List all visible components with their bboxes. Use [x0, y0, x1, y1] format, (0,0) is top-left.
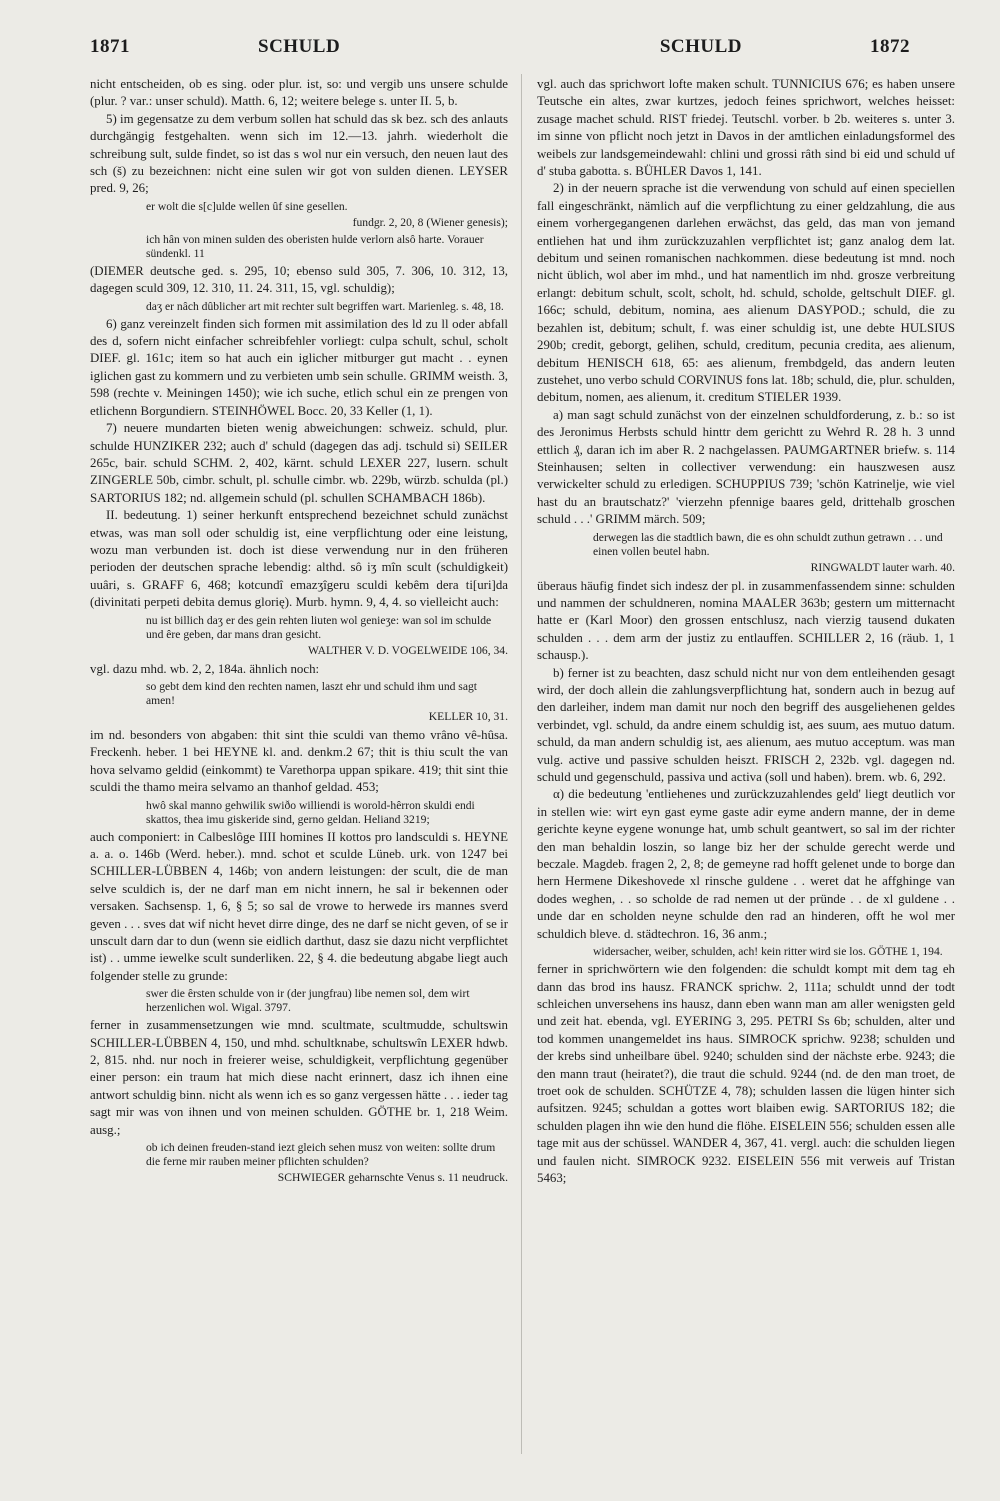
paragraph: vgl. dazu mhd. wb. 2, 2, 184a. ähnlich noch:: [90, 661, 320, 676]
paragraph: b) ferner ist zu beachten, dasz schuld nicht nur von dem entleihenden gesagt wird, der doch allein die zahlungsverpflichtung hat, sondern auch in bezug auf den darleiher, indem man damit nur noch den begriff des ausgeliehenen geldes verbindet, vgl. schuld, da andre einem schuldig ist, aes suum, aes mutuo datum. schuld, da man andern schuldig ist, aes alienum, aes mutuo acceptum. was man vulg. active und passive schulden heiszt. FRISCH 2, 232b. vgl. dagegen nd. schuld und gegenschuld, passiva und activa (soll und haben). brem. wb. 6, 292.: [537, 665, 955, 785]
citation: KELLER 10, 31.: [428, 709, 508, 723]
page-header: [90, 36, 910, 70]
quotation: hwô skal manno gehwilik swiðo williendi is worold-hêrron skuldi endi skattos, thea imu giskeride sind, gerno geldan. Heliand 3219;: [146, 798, 475, 826]
paragraph: (DIEMER deutsche ged. s. 295, 10; ebenso suld 305, 7. 306, 10. 312, 13, dagegen sculd 309, 12. 310, 11. 24. 311, 15, vgl. schuldig);: [90, 263, 508, 296]
paragraph: auch componiert: in Calbeslôge IIII homines II kottos pro landsculdi s. HEYNE a. a. o. 146b (Werd. heber.). mnd. schot et sculde Lüneb. urk. von 1247 bei SCHILLER-LÜBBEN 4, 146b; von andern leistungen: der scult, die de man selve sculdich is, der ne darf man em nicht innern, he sal ir bekennen oder versaken. Sachsensp. 1, 6, § 5; so sal de vrowe to herwede irs mannes sverd geven . . . sves dat wif nicht hevet dirre dinge, des ne darf se nicht geven, of se ir unscult darn dar to dun (wenn sie eidlich darthut, dasz sie dazu nicht verpflichtet ist) . . umme iewelke scult sunderliken. 22, § 4. die bedeutung abgabe liegt auch folgender stelle zu grunde:: [90, 829, 508, 983]
right-running-head: SCHULD: [659, 36, 742, 57]
quotation: daʒ er nâch dûblicher art mit rechter sult begriffen wart. Marienleg. s. 48, 18.: [146, 299, 504, 313]
left-text-column: [90, 76, 508, 1471]
paragraph: überaus häufig findet sich indesz der pl. in zusammenfassendem sinne: schulden und nammen der schuldneren, nomina MAALER 363b; gestern um mitternacht hatte er (Karl Moor) den grossen entschlusz, nach vierzig tausend dukaten schulden . . . dem arm der justiz zu entlauffen. SCHILLER 2, 16 (räub. 1, 1 schausp.).: [537, 578, 955, 663]
left-page-number: 1871: [90, 36, 130, 57]
quotation: derwegen las die stadtlich bawn, die es ohn schuldt zuthun getrawn . . . und einen vollen beutel habn.: [593, 530, 943, 558]
paragraph: ferner in sprichwörtern wie den folgenden: die schuldt kompt mit dem tag eh dann das brod ins hausz. FRANCK sprichw. 2, 111a; schuldt unnd der todt schleichen unversehens ins hausz, dann eben wann man am aller wenigsten geld und zeit hat. ebenda, vgl. EYERING 3, 295. PETRI Ss 6b; schulden, alter und tod kommen unangemeldet ins haus. SIMROCK sprichw. 9238; schulden und der krebs sind unheilbare übel. 9240; schulden sind der nächste erbe. 9243; die den mann traut (heiratet?), die traut die schuld. 9244 (nd. de den man troet, de troet ook de schulden. SCHÜTZE 4, 78); schulden lassen die lügen hinter sich aufsitzen. 9245; schuldan a gottes wort blaiben ewig. SARTORIUS 182; die schulden plagen ihn wie den hund die flöhe. EISELEIN 556; schulden essen alle tage mit aus der schüssel. WANDER 4, 367, 41. vergl. auch: die schulden liegen und faulen nicht. SIMROCK 9232. EISELEIN 556 mit verweis auf Tristan 5463;: [537, 962, 955, 1185]
quotation: ob ich deinen freuden-stand iezt gleich sehen musz von weiten: sollte drum die ferne mir rauben meiner pflichten schulden?: [146, 1141, 496, 1169]
paragraph: nicht entscheiden, ob es sing. oder plur. ist, so: und vergib uns unsere schulde (plur. ? var.: unser schuld). Matth. 6, 12; weitere belege s. unter II. 5, b.: [90, 77, 508, 109]
paragraph: ferner in zusammensetzungen wie mnd. scultmate, scultmudde, schultswin SCHILLER-LÜBBEN 4, 150, und mhd. schultknabe, schultswîn LEXER hdwb. 2, 815. nhd. nur noch in freierer weise, schuldigkeit, verpflichtung gegenüber einer person: ein traum hat mich diese nacht erinnert, dasz ich ihnen eine antwort schuldig binn. nicht als wenn ich es so ganz vergessen hätte . . . ieder tag sagt mir was von ihnen und von meinen schulden. GÖTHE br. 1, 218 Weim. ausg.;: [90, 1018, 508, 1137]
right-text-column: [537, 76, 955, 1471]
paragraph: 2) in der neuern sprache ist die verwendung von schuld auf einen speciellen fall eingeschränkt, nämlich auf die verpflichtung zu einer geldzahlung, die aus einem vorhergegangenen darlehen erwächst, das geld, das man von jemand entliehen hat und ihm zurückzuzahlen verpflichtet ist; ganz analog dem lat. debitum und seinen romanischen nachkommen. diese bedeutung ist mnd. noch nicht üblich, wol aber im mhd., und hat namentlich im nhd. grosze verbreitung erlangt: debitum schult, scolt, scholt, hd. schuld, scholde, geltschult DIEF. gl. 166c; schuld, debitum, nomina, aes alienum DASYPOD.; schuld, die zu bezahlen ist, debitum; schult, f. was einer schuldig ist, une debte HULSIUS 290b; credit, geborgt, gelihen, schuld, creditum, pecunia credita, aes alienum, debitum HENISCH 618, 65: aes alienum, frembdgeld, das andern leuten zustehet, uno verbo schuld CORVINUS fons lat. 18b; schuld, die, plur. schulden, debitum, nomen, aes alienum, it. creditum STIELER 1939.: [537, 181, 955, 405]
citation: fundgr. 2, 20, 8 (Wiener genesis);: [352, 215, 508, 229]
paragraph: II. bedeutung. 1) seiner herkunft entsprechend bezeichnet schuld zunächst etwas, was man soll oder schuldig ist, eine verpflichtung oder eine leistung, wozu man verbunden ist. doch ist diese verwendung nur in den früheren perioden der deutschen sprache lebendig: althd. sô iʒ mîn scult (schuldigkeit) uuâri, s. GRAFF 6, 468; kotcundî emazʒîgeru sculdi kebêm dera ti[uri]da (divinitati perpeti debita demus glorię). Murb. hymn. 9, 4, 4. so vielleicht auch:: [90, 508, 508, 610]
quotation: er wolt die s[c]ulde wellen ûf sine gesellen.: [146, 199, 348, 213]
citation: SCHWIEGER geharnschte Venus s. 11 neudruck.: [277, 1171, 508, 1185]
citation: WALTHER V. D. VOGELWEIDE 106, 34.: [308, 643, 508, 657]
left-running-head: SCHULD: [258, 36, 341, 57]
quotation: nu ist billich daʒ er des gein rehten liuten wol genieʒe: wan sol im schulde und êre geben, dar mans dran gesicht.: [146, 613, 492, 641]
quotation: widersacher, weiber, schulden, ach! kein ritter wird sie los. GÖTHE 1, 194.: [593, 945, 943, 959]
quotation: swer die êrsten schulde von ir (der jungfrau) libe nemen sol, dem wirt herzenlichen wol. Wigal. 3797.: [146, 987, 470, 1015]
right-page-number: 1872: [870, 36, 910, 57]
paragraph: im nd. besonders von abgaben: thit sint thie sculdi van themo vrâno vê-hûsa. Freckenh. heber. 1 bei HEYNE kl. and. denkm.2 67; thit is thiu scult the van hova selvamo geldid (einkommt) te Varethorpa uppan spikare. 419; thit sint thie sculdi the thamo meira selvamo an thanhof geldad. 453;: [90, 727, 508, 795]
paragraph: 6) ganz vereinzelt finden sich formen mit assimilation des ld zu ll oder abfall des d, sofern nicht einfacher schreibfehler vorliegt: culpa schult, schul, scholt DIEF. gl. 161c; item so hat auch ein iglicher mitburger gut macht . . eynen iglichen gast zu kommern und zu verbieten umb sein schulle. GRIMM weisth. 3, 598 (rechte v. Meiningen 1450); wie ich suche, etlich schul ein ze prengen von etlichenn Borgundiern. STEINHÖWEL Bocc. 20, 33 Keller (1, 1).: [90, 316, 508, 418]
paragraph: vgl. auch das sprichwort lofte maken schult. TUNNICIUS 676; es haben unsere Teutsche ein altes, zwar kurtzes, jedoch feines sprichwort, welches heisset: zusage machet schuld. RIST friedej. Teutschl. vorber. b 2b. weiteres s. unter 3. im sinne von pflicht noch jetzt in Davos in der amtlichen einladungsformel des weibels zur landsgemeindewahl: chlini und grossi râth sind bi eid und schuld uf d' stuba gabotta. s. BÜHLER Davos 1, 141.: [537, 77, 955, 179]
citation: RINGWALDT lauter warh. 40.: [810, 560, 955, 574]
column-divider: [521, 74, 522, 1454]
paragraph: 7) neuere mundarten bieten wenig abweichungen: schweiz. schuld, plur. schulde HUNZIKER 232; auch d' schuld (dagegen das adj. tschuld si) SEILER 265c, bair. schuld SCHM. 2, 402, kärnt. schuld LEXER 227, lusern. schult ZINGERLE 50b, cimbr. schult, pl. schulle cimbr. wb. 229b, würzb. schulda (pl.) SARTORIUS 182; nd. allgemein schuld (pl. schullen SCHAMBACH 186b).: [90, 421, 508, 505]
paragraph: a) man sagt schuld zunächst von der einzelnen schuldforderung, z. b.: so ist des Jeronimus Herbsts schuld hinttr dem gerichtt zu Wehrd R. 28 h. 3 unnd ettlich ₰, daran ich im aber R. 2 nachgelassen. PAUMGARTNER briefw. s. 114 Steinhausen; selten in collectiver verwendung: ein hauszwesen ausz verwickelter schuld zu erledigen. SCHUPPIUS 739; 'schön Katrinelje, wie viel hast du an brautschatz?' 'vierzehn pfennige baares geld, drittehalb groschen schuld . . .' GRIMM märch. 509;: [537, 407, 955, 527]
quotation: ich hân von minen sulden des oberisten hulde verlorn alsô harte. Vorauer sündenkl. 11: [146, 232, 484, 260]
quotation: so gebt dem kind den rechten namen, laszt ehr und schuld ihm und sagt amen!: [146, 679, 477, 707]
paragraph: 5) im gegensatze zu dem verbum sollen hat schuld das sk bez. sch des anlauts durchgängig festgehalten. wenn sich im 12.—13. jahrh. wiederholt die schreibung sult, sulde findet, so ist das s wol nur ein versuch, den neuen laut des sch (š) zu bezeichnen: nicht eine sulen wir got von sulden dienen. LEYSER pred. 9, 26;: [90, 111, 508, 196]
paragraph: α) die bedeutung 'entliehenes und zurückzuzahlendes geld' liegt deutlich vor in stellen wie: wirt eyn gast eyme gaste adir eyme andern manne, der in deme gerichte keyne eygene wonunge hat, umb schult geantwert, so sal im der richter den man behaldin loszin, so lange biz her der schulde gerecht werde und beczale. Magdeb. fragen 2, 2, 8; de gemeyne rad hofft gelenet unde to borge dan hern Hermene Dikeshovede xl rinsche guldene . . weret dat he affghinge van dodes weghen, . . so scholde de rad nemen ut der pründe . . de xl guldene . . unde dar en scholden neyne schulde den rad an hinderen, offt he wol mer schuldich bleve. d. städtechron. 16, 36 anm.;: [537, 787, 955, 941]
